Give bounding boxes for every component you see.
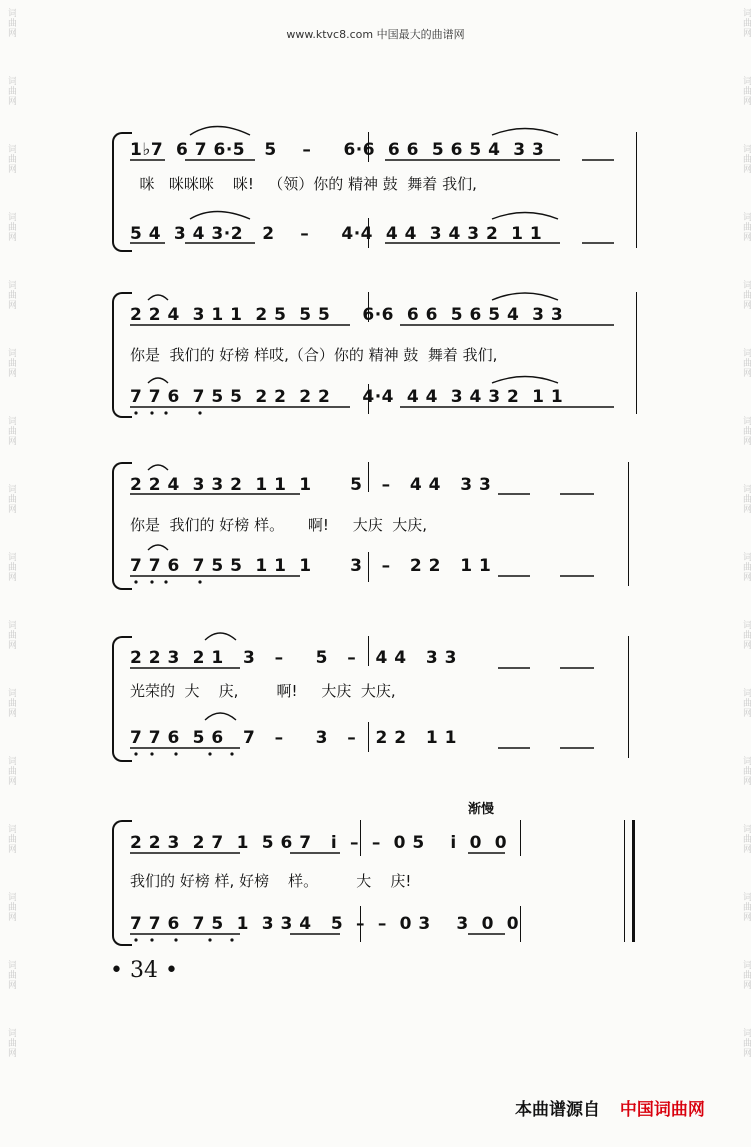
watermark-text: 词曲网	[6, 212, 16, 242]
header-url: www.ktvc8.com 中国最大的曲谱网	[286, 28, 465, 41]
watermark-text: 词曲网	[741, 688, 751, 718]
notes-lower: 5 4 3 4 3·2 2 – 4·4 4 4 3 4 3 2 1 1	[130, 224, 543, 244]
watermark-text: 词曲网	[6, 348, 16, 378]
notes-lower: 7 7 6 5 6 7 – 3 – 2 2 1 1	[130, 728, 457, 748]
slur-mark	[190, 127, 250, 136]
watermark-text: 词曲网	[6, 484, 16, 514]
watermark-text: 词曲网	[6, 280, 16, 310]
octave-dot	[150, 411, 153, 414]
notes-upper: 2 2 3 2 1 3 – 5 – 4 4 3 3	[130, 648, 457, 668]
watermark-text: 词曲网	[6, 1028, 16, 1058]
watermark-text: 词曲网	[6, 824, 16, 854]
octave-dot	[230, 938, 233, 941]
slur-mark	[492, 293, 558, 300]
slur-mark	[148, 378, 168, 383]
watermark-text: 词曲网	[6, 620, 16, 650]
watermark-text: 词曲网	[741, 348, 751, 378]
slur-mark	[148, 295, 168, 300]
slur-mark	[492, 129, 558, 136]
watermark-text: 词曲网	[741, 824, 751, 854]
slur-mark	[190, 212, 250, 220]
watermark-text: 词曲网	[741, 144, 751, 174]
octave-dot	[134, 938, 137, 941]
octave-dot	[150, 752, 153, 755]
tempo-marking: 渐慢	[468, 802, 495, 817]
watermark-text: 词曲网	[741, 960, 751, 990]
octave-dot	[134, 752, 137, 755]
watermark-text: 词曲网	[741, 1028, 751, 1058]
watermark-text: 词曲网	[741, 756, 751, 786]
octave-dot	[208, 938, 211, 941]
watermark-text: 词曲网	[6, 416, 16, 446]
slur-mark	[492, 213, 558, 220]
lyrics-line: 你是 我们的 好榜 样哎,（合）你的 精神 鼓 舞着 我们,	[130, 346, 498, 364]
watermark-text: 词曲网	[6, 144, 16, 174]
watermark-text: 词曲网	[741, 280, 751, 310]
watermark-text: 词曲网	[741, 212, 751, 242]
watermark-text: 词曲网	[741, 484, 751, 514]
notes-upper: 2 2 4 3 1 1 2 5 5 5 6·6 6 6 5 6 5 4 3 3	[130, 305, 564, 325]
watermark-text: 词曲网	[6, 892, 16, 922]
watermark-text: 词曲网	[6, 960, 16, 990]
lyrics-line: 我们的 好榜 样, 好榜 样。 大 庆!	[130, 872, 412, 890]
slur-mark	[148, 465, 168, 470]
slur-mark	[148, 545, 168, 550]
watermark-text: 词曲网	[6, 688, 16, 718]
slur-mark	[205, 713, 236, 720]
slur-mark	[492, 377, 558, 384]
watermark-text: 词曲网	[6, 76, 16, 106]
watermark-text: 词曲网	[741, 552, 751, 582]
footer-source-label: 本曲谱源自	[515, 1100, 600, 1120]
lyrics-line: 咪 咪咪咪 咪! （领）你的 精神 鼓 舞着 我们,	[130, 175, 477, 193]
watermark-text: 词曲网	[741, 76, 751, 106]
notes-lower: 7 7 6 7 5 5 1 1 1 3 – 2 2 1 1	[130, 556, 492, 576]
notes-lower: 7 7 6 7 5 5 2 2 2 2 4·4 4 4 3 4 3 2 1 1	[130, 387, 564, 407]
lyrics-line: 光荣的 大 庆, 啊! 大庆 大庆,	[130, 682, 396, 700]
octave-dot	[150, 580, 153, 583]
watermark-text: 词曲网	[741, 8, 751, 38]
watermark-text: 词曲网	[741, 892, 751, 922]
octave-dot	[198, 411, 201, 414]
octave-dot	[208, 752, 211, 755]
octave-dot	[198, 580, 201, 583]
notes-upper: 1♭7 6 7 6·5 5 – 6·6 6 6 5 6 5 4 3 3	[130, 140, 545, 160]
octave-dot	[174, 938, 177, 941]
watermark-text: 词曲网	[741, 620, 751, 650]
watermark-text: 词曲网	[6, 8, 16, 38]
watermark-text: 词曲网	[741, 416, 751, 446]
notes-lower: 7 7 6 7 5 1 3 3 4 5 – – 0 3 3 0 0	[130, 914, 520, 934]
octave-dot	[134, 580, 137, 583]
octave-dot	[134, 411, 137, 414]
watermark-text: 词曲网	[6, 756, 16, 786]
notes-upper: 2 2 3 2 7 1 5 6 7 i – – 0 5 i 0 0	[130, 833, 508, 853]
slur-mark	[205, 633, 236, 640]
octave-dot	[164, 411, 167, 414]
watermark-text: 词曲网	[6, 552, 16, 582]
octave-dot	[164, 580, 167, 583]
octave-dot	[150, 938, 153, 941]
footer-source	[515, 1095, 705, 1120]
octave-dot	[174, 752, 177, 755]
notes-upper: 2 2 4 3 3 2 1 1 1 5 – 4 4 3 3	[130, 475, 492, 495]
page-number: • 34 •	[110, 958, 178, 983]
octave-dot	[230, 752, 233, 755]
footer-brand[interactable]: 中国词曲网	[619, 1100, 705, 1120]
lyrics-line: 你是 我们的 好榜 样。 啊! 大庆 大庆,	[130, 516, 428, 534]
